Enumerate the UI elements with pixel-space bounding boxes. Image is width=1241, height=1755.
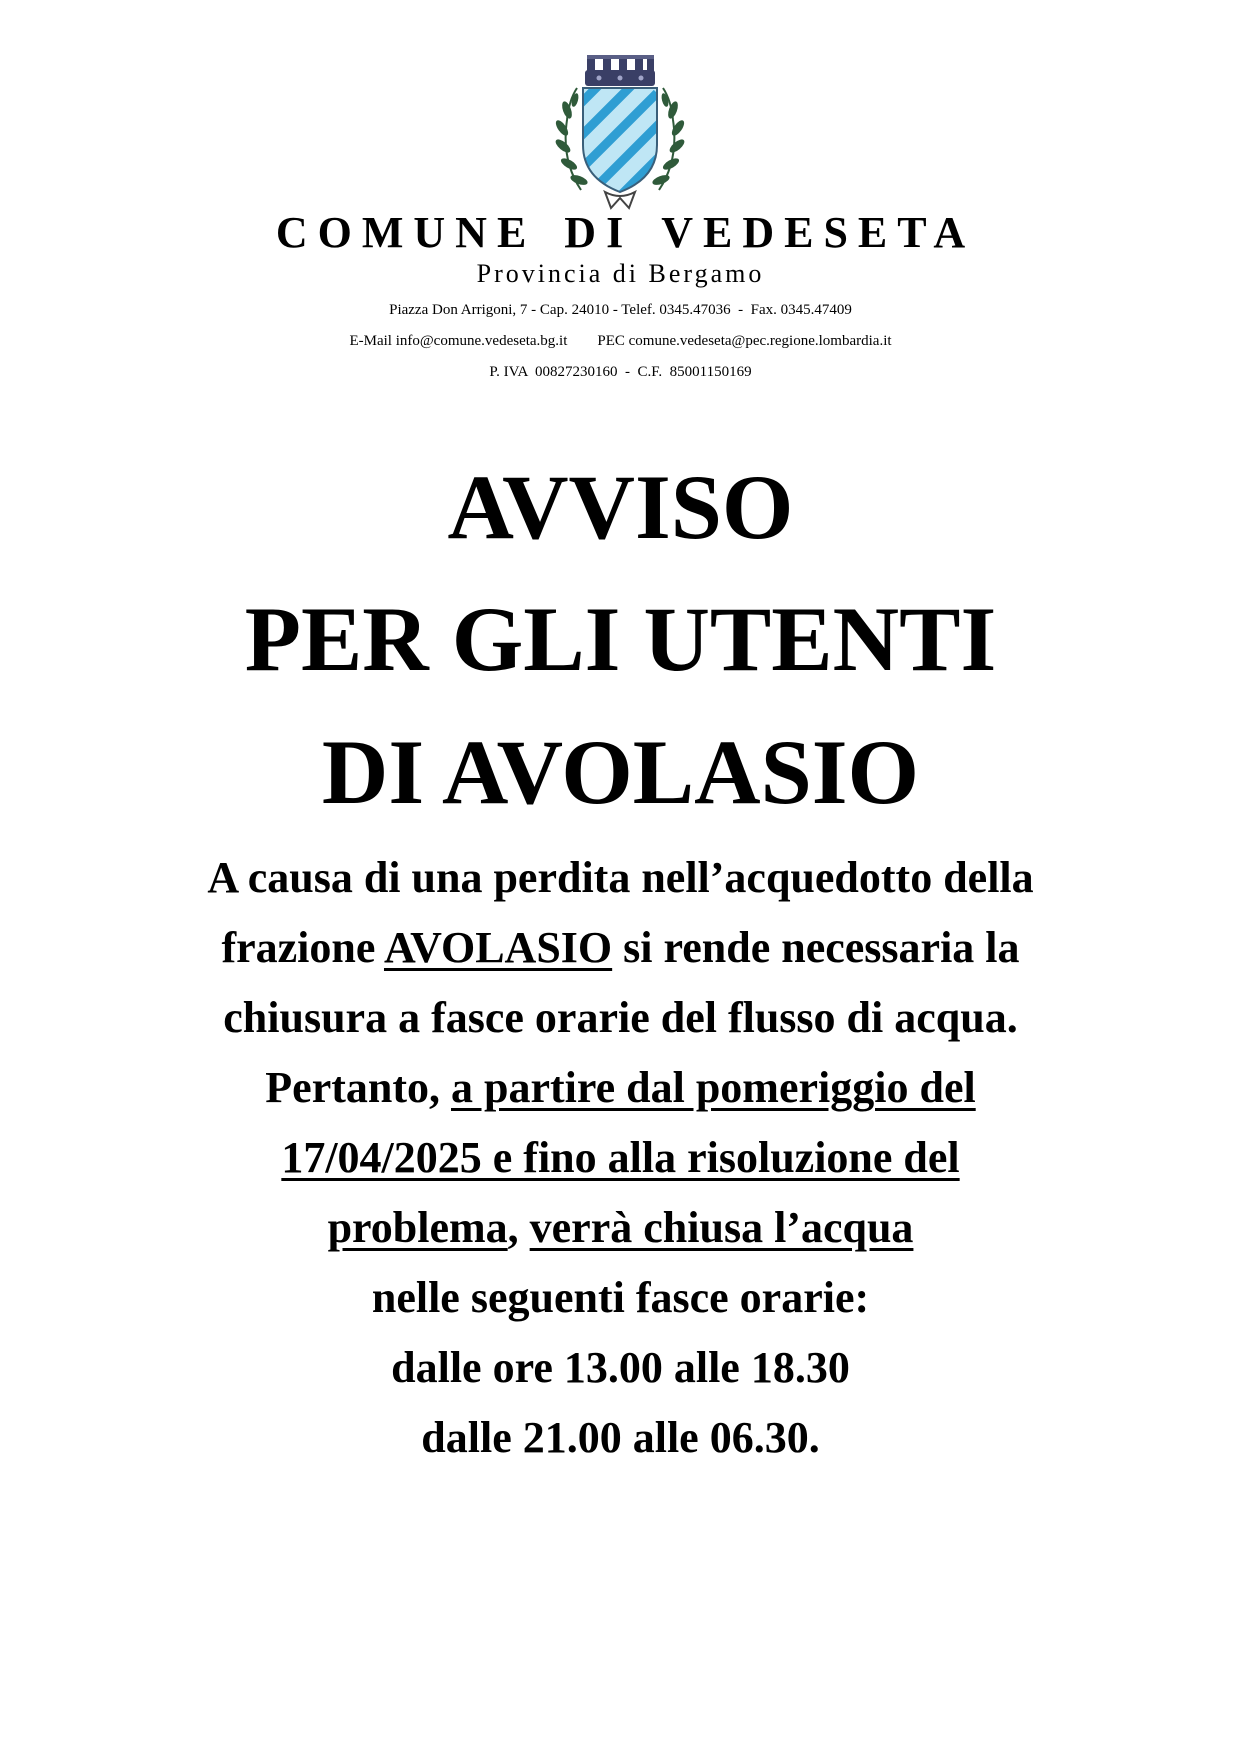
notice-body-line: Pertanto, a partire dal pomeriggio del [265, 1063, 976, 1112]
underlined-text: verrà chiusa l’acqua [529, 1203, 914, 1252]
tax-id-line: P. IVA 00827230160 - C.F. 85001150169 [489, 364, 752, 380]
email-line [0, 332, 1241, 350]
notice-title-line2: PER GLI UTENTI [244, 588, 997, 690]
time-slot: dalle 21.00 alle 06.30. [421, 1413, 820, 1462]
pec-address: PEC comune.vedeseta@pec.regione.lombardia.it [597, 333, 892, 349]
province-name: Provincia di Bergamo [476, 259, 765, 288]
notice-title-line3: DI AVOLASIO [321, 721, 920, 823]
notice-title: AVVISO [447, 456, 794, 558]
municipal-crest-icon [547, 50, 693, 210]
notice-body-line: chiusura a fasce orarie del flusso di acqua. [223, 993, 1018, 1042]
underlined-text: a partire dal pomeriggio del [451, 1063, 976, 1112]
notice-body-line: A causa di una perdita nell’acquedotto della [207, 853, 1034, 902]
underlined-text: AVOLASIO [383, 923, 613, 972]
time-slot: dalle ore 13.00 alle 18.30 [391, 1343, 850, 1392]
notice-body-line: problema, verrà chiusa l’acqua [327, 1203, 914, 1252]
municipality-name: COMUNE DI VEDESETA [275, 208, 976, 257]
underlined-text: problema [327, 1203, 508, 1252]
email-address: E-Mail info@comune.vedeseta.bg.it [349, 333, 568, 349]
notice-body-line: nelle seguenti fasce orarie: [371, 1273, 870, 1322]
notice-body-line: frazione AVOLASIO si rende necessaria la [221, 923, 1020, 972]
crown-icon [585, 55, 655, 86]
address-line: Piazza Don Arrigoni, 7 - Cap. 24010 - Telef. 0345.47036 - Fax. 0345.47409 [389, 302, 852, 318]
notice-body-line [0, 1123, 1241, 1193]
underlined-text: 17/04/2025 e fino alla risoluzione del [281, 1133, 960, 1182]
